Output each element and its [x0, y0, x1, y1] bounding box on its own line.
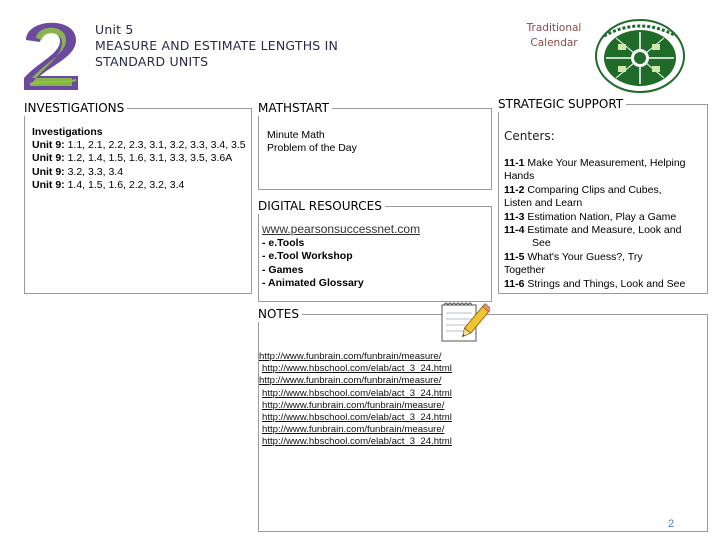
- centers-label: Centers:: [504, 129, 555, 143]
- center-line: [504, 224, 706, 237]
- mathstart-line1: Minute Math: [267, 129, 325, 141]
- center-text: Estimate and Measure, Look and: [524, 224, 682, 237]
- pearson-link[interactable]: www.pearsonsuccessnet.com: [262, 222, 421, 236]
- center-text: Strings and Things, Look and See: [524, 277, 686, 290]
- investigation-item: [32, 152, 248, 165]
- traditional-calendar-line1: Traditional: [526, 22, 582, 34]
- center-line: [504, 264, 706, 277]
- center-text: See: [532, 237, 551, 250]
- center-text: Hands: [504, 170, 535, 183]
- investigations-heading: INVESTIGATIONS: [21, 100, 127, 116]
- investigation-unit: Unit 9:: [32, 165, 65, 178]
- page-number: 2: [668, 518, 675, 530]
- center-text: What's Your Guess?, Try: [524, 250, 643, 263]
- unit-label: Unit 5: [95, 22, 134, 37]
- notes-box: [258, 307, 708, 532]
- digital-resource-item: - Animated Glossary: [262, 276, 364, 289]
- investigation-unit: Unit 9:: [32, 139, 65, 152]
- notes-link-item: [259, 400, 469, 412]
- investigation-item: [32, 179, 248, 192]
- center-line: [504, 278, 706, 291]
- investigations-box: [24, 101, 252, 294]
- funbrain-link[interactable]: http://www.funbrain.com/funbrain/measure/: [262, 399, 445, 411]
- center-number: 11-4: [504, 224, 525, 237]
- investigation-unit: Unit 9:: [32, 152, 65, 165]
- number-two-logo: [16, 14, 86, 94]
- unit-title-line2: STANDARD UNITS: [95, 54, 209, 69]
- funbrain-link[interactable]: http://www.funbrain.com/funbrain/measure/: [259, 375, 442, 387]
- hbschool-link[interactable]: http://www.hbschool.com/elab/act_3_24.html: [262, 436, 452, 448]
- centers-list: [504, 157, 706, 291]
- center-line: [504, 237, 706, 250]
- investigation-item: [32, 166, 248, 179]
- center-number: 11-2: [504, 183, 525, 196]
- notepad-pencil-icon: [440, 299, 490, 345]
- digital-resource-item: - e.Tools: [262, 237, 305, 249]
- investigation-lessons: 1.4, 1.5, 1.6, 2.2, 3.2, 3.4: [64, 178, 185, 191]
- center-text: Listen and Learn: [504, 197, 583, 210]
- investigation-lessons: 1.2, 1.4, 1.5, 1.6, 3.1, 3.3, 3.5, 3.6A: [64, 152, 233, 165]
- digital-resource-item: - e.Tool Workshop: [262, 250, 353, 263]
- hbschool-link[interactable]: http://www.hbschool.com/elab/act_3_24.html: [262, 363, 452, 375]
- center-number: 11-1: [504, 157, 525, 169]
- strategic-support-box: [498, 97, 708, 294]
- funbrain-link[interactable]: http://www.funbrain.com/funbrain/measure/: [259, 351, 442, 362]
- center-line: [504, 184, 706, 197]
- center-line: [504, 251, 706, 264]
- digital-resources-box: [258, 199, 492, 302]
- hbschool-link[interactable]: http://www.hbschool.com/elab/act_3_24.html: [262, 387, 452, 399]
- mathstart-content: [267, 129, 357, 155]
- notes-links: [259, 351, 469, 449]
- notes-heading: NOTES: [255, 306, 302, 322]
- investigations-content: [32, 126, 248, 192]
- notes-link-item: [259, 351, 469, 363]
- notes-link-item: [259, 375, 469, 387]
- unit-title-line1: MEASURE AND ESTIMATE LENGTHS IN: [95, 38, 339, 53]
- center-text: Comparing Clips and Cubes,: [524, 183, 662, 196]
- center-text: Make Your Measurement, Helping: [524, 157, 686, 169]
- hbschool-link[interactable]: http://www.hbschool.com/elab/act_3_24.html: [262, 412, 452, 424]
- math-emblem-icon: [594, 18, 686, 94]
- center-line: [504, 211, 706, 224]
- notes-link-item: [259, 363, 469, 375]
- traditional-calendar-line2: Calendar: [530, 37, 578, 49]
- investigation-item: [32, 139, 248, 152]
- unit-title: [95, 22, 338, 70]
- notes-link-item: [259, 436, 469, 448]
- investigations-subheading: Investigations: [32, 126, 103, 138]
- notes-link-item: [259, 388, 469, 400]
- digital-resource-item: - Games: [262, 263, 304, 276]
- center-number: 11-5: [504, 250, 525, 263]
- notes-link-item: [259, 424, 469, 436]
- mathstart-box: [258, 101, 492, 190]
- notes-link-item: [259, 412, 469, 424]
- center-line: [504, 157, 706, 170]
- center-number: 11-3: [504, 210, 525, 223]
- mathstart-line2: Problem of the Day: [267, 142, 357, 154]
- investigation-unit: Unit 9:: [32, 178, 65, 191]
- center-line: [504, 197, 706, 210]
- mathstart-heading: MATHSTART: [255, 100, 332, 116]
- center-text: Together: [504, 264, 545, 277]
- traditional-calendar-label: [520, 21, 588, 51]
- digital-resources-heading: DIGITAL RESOURCES: [255, 198, 385, 214]
- center-text: Estimation Nation, Play a Game: [524, 210, 677, 223]
- investigation-lessons: 1.1, 2.1, 2.2, 2.3, 3.1, 3.2, 3.3, 3.4, 3.5: [64, 139, 246, 152]
- funbrain-link[interactable]: http://www.funbrain.com/funbrain/measure/: [262, 424, 445, 436]
- digital-resources-list: [262, 237, 364, 290]
- strategic-support-heading: STRATEGIC SUPPORT: [495, 96, 626, 112]
- center-line: [504, 170, 706, 183]
- investigation-lessons: 3.2, 3.3, 3.4: [64, 165, 124, 178]
- center-number: 11-6: [504, 277, 525, 290]
